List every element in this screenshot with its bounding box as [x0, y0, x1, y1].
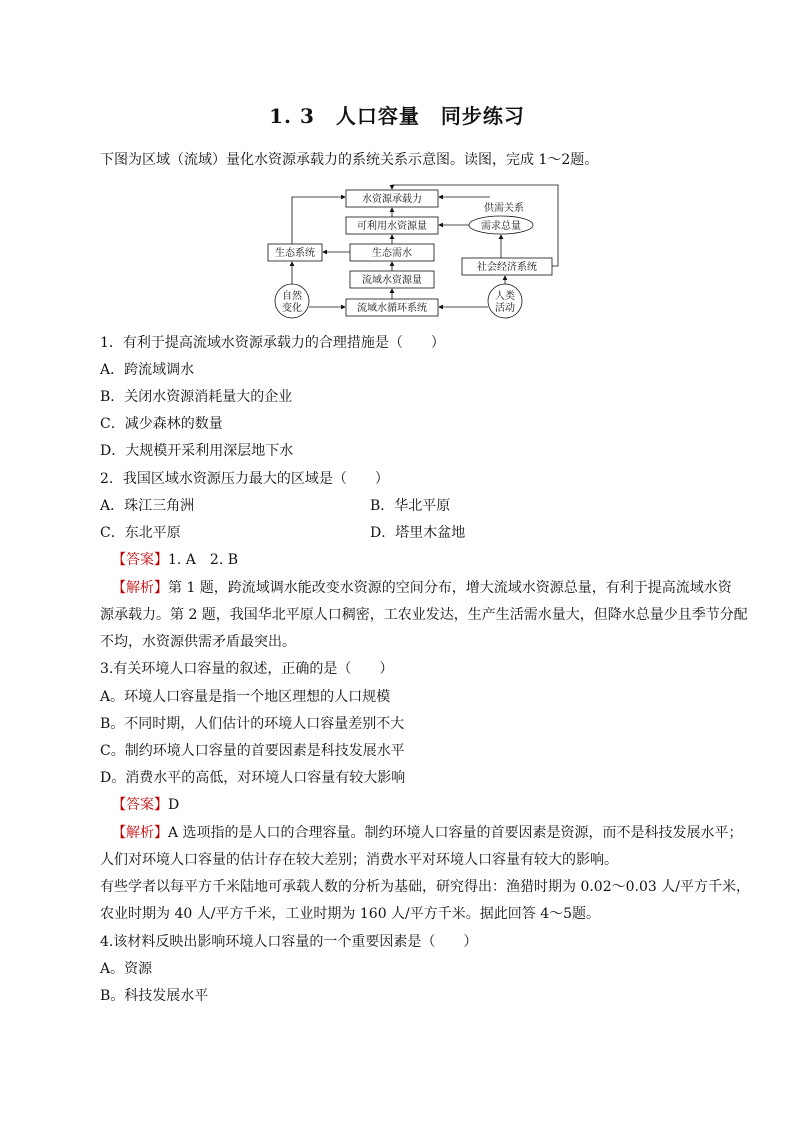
q3-option-b: B。不同时期，人们估计的环境人口容量差别不大 — [100, 716, 405, 732]
intro-text: 下图为区域（流域）量化水资源承载力的系统关系示意图。读图，完成 1～2题。 — [100, 152, 599, 168]
q4-stem: 4.该材料反映出影响环境人口容量的一个重要因素是（ ） — [100, 934, 478, 950]
label-human-2: 活动 — [495, 303, 515, 314]
q4-option-a: A。资源 — [100, 961, 153, 977]
explanation-tag: 【解析】 — [112, 825, 168, 841]
label-human-1: 人类 — [495, 291, 515, 302]
q3-option-d: D。消费水平的高低，对环境人口容量有较大影响 — [100, 770, 406, 786]
q2-option-d: D．塔里木盆地 — [370, 525, 466, 541]
explanation-text: 第 1 题，跨流域调水能改变水资源的空间分布，增大流域水资源总量，有利于提高流域水资 — [168, 580, 732, 596]
q1-option-a: A．跨流域调水 — [100, 362, 195, 378]
explanation-1-2-line2: 源承载力。第 2 题，我国华北平原人口稠密，工农业发达，生产生活需水量大，但降水总量少且季节分配 — [100, 607, 748, 623]
explanation-3-line1 — [112, 823, 743, 843]
label-supply: 供需关系 — [484, 203, 524, 214]
label-demand-total: 需求总量 — [481, 221, 521, 232]
explanation-1-2-line1 — [112, 578, 732, 598]
answer-text: D — [168, 797, 180, 813]
explanation-3-line2: 人们对环境人口容量的估计存在较大差别；消费水平对环境人口容量有较大的影响。 — [100, 852, 618, 868]
label-socio: 社会经济系统 — [477, 262, 537, 273]
answer-1-2 — [112, 550, 238, 570]
label-water-cycle: 流域水循环系统 — [357, 303, 427, 314]
explanation-1-2-line3: 不均，水资源供需矛盾最突出。 — [100, 634, 296, 650]
label-capacity: 水资源承载力 — [362, 194, 422, 205]
label-available: 可利用水资源量 — [357, 221, 427, 232]
q2-option-b: B．华北平原 — [370, 498, 451, 514]
q1-option-d: D．大规模开采利用深层地下水 — [100, 443, 294, 459]
label-natural-1: 自然 — [282, 291, 302, 302]
q2-option-a: A．珠江三角洲 — [100, 498, 195, 514]
q1-option-b: B．关闭水资源消耗量大的企业 — [100, 389, 293, 405]
label-eco-system: 生态系统 — [275, 248, 315, 259]
explanation-text: A 选项指的是人口的合理容量。制约环境人口容量的首要因素是资源，而不是科技发展水平； — [168, 825, 743, 841]
q1-option-c: C．减少森林的数量 — [100, 416, 223, 432]
q3-stem: 3.有关环境人口容量的叙述，正确的是（ ） — [100, 661, 394, 677]
explanation-tag: 【解析】 — [112, 580, 168, 596]
q3-option-c: C。制约环境人口容量的首要因素是科技发展水平 — [100, 743, 405, 759]
q4-option-b: B。科技发展水平 — [100, 988, 209, 1004]
page-title: 1. 3 人口容量 同步练习 — [269, 104, 525, 128]
label-natural-2: 变化 — [282, 303, 302, 314]
material-line2: 农业时期为 40 人/平方千米，工业时期为 160 人/平方千米。据此回答 4～5题。 — [100, 906, 601, 922]
answer-tag: 【答案】 — [112, 552, 168, 568]
water-capacity-diagram — [262, 183, 562, 323]
material-line1: 有些学者以每平方千米陆地可承载人数的分析为基础，研究得出：渔猎时期为 0.02～0.03 人/平方千米， — [100, 879, 750, 895]
q2-stem: 2．我国区域水资源压力最大的区域是（ ） — [100, 471, 389, 487]
answer-3 — [112, 795, 179, 815]
q3-option-a: A。环境人口容量是指一个地区理想的人口规模 — [100, 689, 391, 705]
q2-option-c: C．东北平原 — [100, 525, 181, 541]
label-basin-water: 流域水资源量 — [362, 275, 422, 286]
label-eco-demand: 生态需水 — [372, 248, 412, 259]
answer-tag: 【答案】 — [112, 797, 168, 813]
q1-stem: 1．有利于提高流域水资源承载力的合理措施是（ ） — [100, 335, 445, 351]
answer-text: 1. A 2. B — [168, 552, 239, 568]
